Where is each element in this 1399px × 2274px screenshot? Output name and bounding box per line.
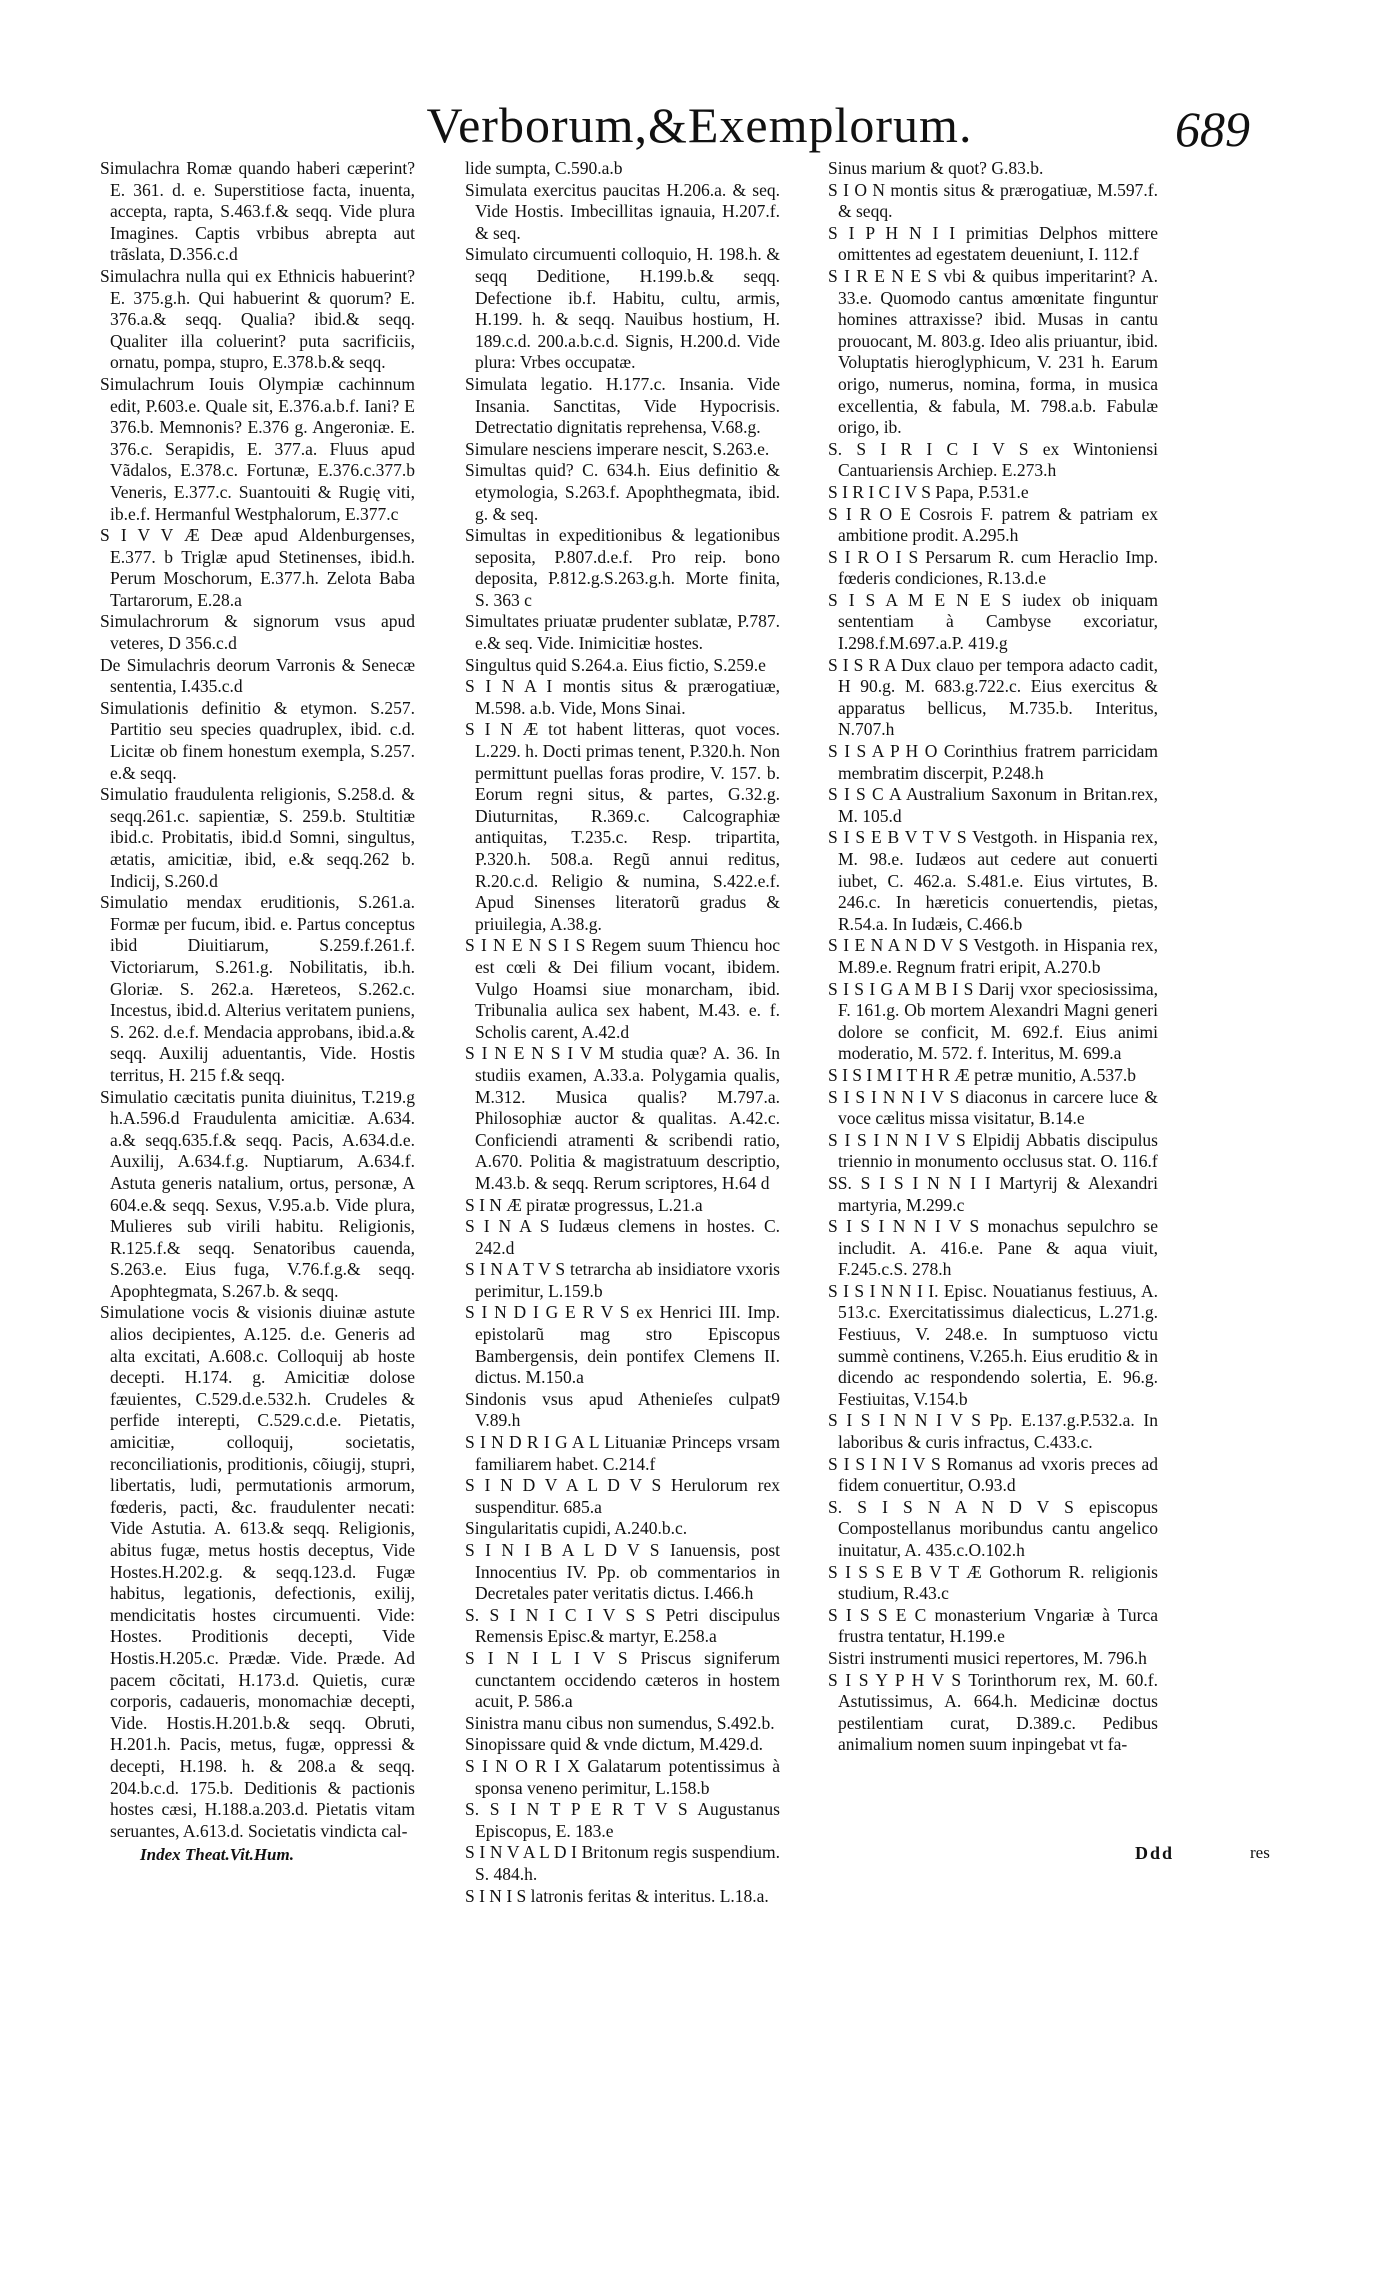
index-entry: lide sumpta, C.590.a.b: [465, 158, 623, 178]
index-entry: S I N D I G E R V S ex Henrici III. Imp. epistolarũ mag stro Episcopus Bambergensis, dein pontifex Clemens II. dictus. M.150.a: [465, 1302, 780, 1388]
index-entry: S I N Æ tot habent litteras, quot voces. L.229. h. Docti primas tenent, P.320.h. Non permittunt puellas foras prodire, V. 157. b. Eorum regni situs, & partes, G.32.g. Diuturnitas, R.369.c. Calcographiæ antiquitas, T.235.c. Resp. tripartita, P.320.h. 508.a. Regũ annui reditus, R.20.c.d. Religio & numina, S.422.e.f. Apud Sinenses literatorũ gradus & priuilegia, A.38.g.: [465, 719, 780, 934]
index-entry: Sinistra manu cibus non sumendus, S.492.b.: [465, 1712, 775, 1733]
index-entry: S I S C A Australium Saxonum in Britan.rex, M. 105.d: [828, 784, 1158, 826]
index-entry: Simulationis definitio & etymon. S.257. Partitio seu species quadruplex, ibid. c.d. Licitæ ob finem honestum exempla, S.257. e.& seqq.: [100, 697, 415, 783]
index-column-right: [828, 158, 1158, 1756]
index-entry: SS. S I S I N N I I Martyrij & Alexandri martyria, M.299.c: [828, 1172, 1158, 1215]
index-entry: S I N E N S I S Regem suum Thiencu hoc est cœli & Dei filium vocant, ibidem. Vulgo Hoamsi siue monarcham, ibid. Tribunalia aulica sex habent, M.43. e. f. Scholis carent, A.42.d: [465, 935, 780, 1042]
index-entry: S I O N montis situs & prærogatiuæ, M.597.f. & seqq.: [828, 179, 1158, 222]
index-entry: S I N I B A L D V S Ianuensis, post Innocentius IV. Pp. ob commentarios in Decretales pater veritatis dictus. I.466.h: [465, 1540, 780, 1604]
index-entry: Sinus marium & quot? G.83.b.: [828, 158, 1044, 178]
index-entry: S I S A P H O Corinthius fratrem parricidam membratim discerpit, P.248.h: [828, 741, 1158, 783]
index-entry: Simulachrorum & signorum vsus apud veteres, D 356.c.d: [100, 611, 415, 654]
index-entry: Simulatione vocis & visionis diuinæ astute alios decipientes, A.125. d.e. Generis ad alta excitati, A.608.c. Colloquij ab hoste decepti. H.174. g. Amicitiæ dolose fæuientes, C.529.d.e.532.h. Crudeles & perfide interepti, C.529.c.d.e. Pietatis, amicitiæ, colloquij, societatis, reconciliationis, proditionis, cõiugij, stupri, libertatis, ludi, permutationis armorum, fœderis, pacti, &c. fraudulenter necati: Vide Astutia. A. 613.& seqq. Religionis, abitus fugæ, metus hostis deceptus, Vide Hostes.H.202.g. & seqq.123.d. Fugæ habitus, legationis, defectionis, exilij, mendicitatis hostes circumuenti. Vide: Hostes. Proditionis decepti, Vide Hostis.H.205.c. Prædæ. Vide. Præde. Ad pacem cõcitati, H.173.d. Quietis, curæ corporis, cadaueris, monomachiæ decepti, Vide. Hostis.H.201.b.& seqq. Obruti, H.201.h. Pacis, metus, fugæ, oppressi & decepti, H.198. h. & 208.a & seqq. 204.b.c.d. 175.b. Deditionis & pactionis hostes cæsi, H.188.a.203.d. Pietatis vitam seruantes, A.613.d. Societatis vindicta cal-: [100, 1302, 415, 1841]
index-entry: Simulatio cæcitatis punita diuinitus, T.219.g h.A.596.d Fraudulenta amicitiæ. A.634. a.& seqq.635.f.& seqq. Pacis, A.634.d.e. Auxilij, A.634.f.g. Nuptiarum, A.634.f. Astuta generis natalium, ortus, personæ, A 604.e.& seqq. Sexus, V.95.a.b. Vide plura, Mulieres sub virili habitu. Religionis, R.125.f.& seqq. Senatoribus cauenda, S.263.e. Eius fuga, V.76.f.g.& seqq. Apophtegmata, S.267.b. & seqq.: [100, 1086, 415, 1301]
index-entry: S I N D R I G A L Lituaniæ Princeps vrsam familiarem habet. C.214.f: [465, 1432, 780, 1474]
index-entry: S I N I S latronis feritas & interitus. L.18.a.: [465, 1885, 769, 1906]
index-entry: Simultates priuatæ prudenter sublatæ, P.787. e.& seq. Vide. Inimicitiæ hostes.: [465, 611, 780, 654]
index-column-middle: [465, 158, 780, 1907]
index-entry: S I R E N E S vbi & quibus imperitarint? A. 33.e. Quomodo cantus amœnitate finguntur homines attraxisse? ibid. Musas in cantu prouocant, M. 803.g. Ideo alis priuantur, ibid. Voluptatis hieroglyphicum, V. 231 h. Earum origo, numerus, nomina, forma, in musica excellentia, & fabula, M. 798.a.b. Fabulæ origo, ib.: [828, 265, 1158, 438]
index-entry: Simulachra Romæ quando haberi cæperint? E. 361. d. e. Superstitiose facta, inuenta, accepta, rapta, S.463.f.& seqq. Vide plura Imagines. Captis vrbibus abrepta aut trãslata, D.356.c.d: [100, 158, 415, 265]
index-entry: S I N A I montis situs & prærogatiuæ, M.598. a.b. Vide, Mons Sinai.: [465, 676, 780, 718]
index-entry: Singularitatis cupidi, A.240.b.c.: [465, 1518, 688, 1539]
index-entry: S I R I C I V S Papa, P.531.e: [828, 481, 1029, 502]
index-entry: S I N Æ piratæ progressus, L.21.a: [465, 1194, 703, 1215]
index-entry: Sistri instrumenti musici repertores, M. 796.h: [828, 1647, 1147, 1668]
index-entry: S I N A T V S tetrarcha ab insidiatore vxoris perimitur, L.159.b: [465, 1259, 780, 1301]
index-entry: S I E N A N D V S Vestgoth. in Hispania rex, M.89.e. Regnum fratri eripit, A.270.b: [828, 935, 1158, 977]
index-entry: Simulatio mendax eruditionis, S.261.a. Formæ per fucum, ibid. e. Partus conceptus ibid Diuitiarum, S.259.f.261.f. Victoriarum, S.261.g. Nobilitatis, ib.h. Gloriæ. S. 262.a. Hæreteos, S.262.c. Incestus, ibid.d. Alterius veritatem puniens, S. 262. d.e.f. Mendacia approbans, ibid.a.& seqq. Auxilij aduentantis, Vide. Hostis territus, H. 215 f.& seqq.: [100, 892, 415, 1085]
signature-mark: Ddd: [1135, 1843, 1175, 1863]
index-entry: S I S A M E N E S iudex ob iniquam sententiam à Cambyse excoriatur, I.298.f.M.697.a.P. 419.g: [828, 589, 1158, 654]
index-entry: S I N A S Iudæus clemens in hostes. C. 242.d: [465, 1216, 780, 1258]
index-entry: S I S I N N I V S Pp. E.137.g.P.532.a. In laboribus & curis infractus, C.433.c.: [828, 1410, 1158, 1453]
index-entry: S. S I N T P E R T V S Augustanus Episcopus, E. 183.e: [465, 1799, 780, 1841]
index-entry: S I S R A Dux clauo per tempora adacto cadit, H 90.g. M. 683.g.722.c. Eius exercitus & apparatus bellicus, M.735.b. Interitus, N.707.h: [828, 654, 1158, 740]
index-entry: De Simulachris deorum Varronis & Senecæ sententia, I.435.c.d: [100, 654, 415, 697]
index-entry: S I S S E B V T Æ Gothorum R. religionis studium, R.43.c: [828, 1561, 1158, 1604]
index-entry: S I N O R I X Galatarum potentissimus à sponsa veneno perimitur, L.158.b: [465, 1755, 780, 1798]
index-entry: Simulato circumuenti colloquio, H. 198.h. & seqq Deditione, H.199.b.& seqq. Defectione ib.f. Habitu, cultu, armis, H.199. h. & seqq. Nauibus hostium, H. 189.c.d. 200.a.b.c.d. Signis, H.200.d. Vide plura: Vrbes occupatæ.: [465, 244, 780, 373]
index-entry: S I S I G A M B I S Darij vxor speciosissima, F. 161.g. Ob mortem Alexandri Magni generi dolore se conficit, M. 692.f. Eius animi moderatio, M. 572. f. Interitus, M. 699.a: [828, 978, 1158, 1064]
index-entry: S. S I R I C I V S ex Wintoniensi Cantuariensis Archiep. E.273.h: [828, 438, 1158, 481]
index-entry: S I S Y P H V S Torinthorum rex, M. 60.f. Astutissimus, A. 664.h. Medicinæ doctus pestilentiam curat, D.389.c. Pedibus animalium nomen suum inpingebat vt fa-: [828, 1669, 1158, 1755]
index-entry: S I V V Æ Deæ apud Aldenburgenses, E.377. b Triglæ apud Stetinenses, ibid.h. Perum Moschorum, E.377.h. Zelota Baba Tartarorum, E.28.a: [100, 525, 415, 610]
index-entry: S I S E B V T V S Vestgoth. in Hispania rex, M. 98.e. Iudæos aut cedere aut conuerti iubet, C. 462.a. S.481.e. Eius virtutes, B. 246.c. In hæreticis conuertendis, pietas, R.54.a. In Iudæis, C.466.b: [828, 827, 1158, 934]
index-entry: Simulata legatio. H.177.c. Insania. Vide Insania. Sanctitas, Vide Hypocrisis. Detrectatio dignitatis reprehensa, V.68.g.: [465, 373, 780, 438]
index-entry: Sindonis vsus apud Athenieſes culpat9 V.89.h: [465, 1388, 780, 1431]
index-entry: S I S S E C monasterium Vngariæ à Turca frustra tentatur, H.199.e: [828, 1604, 1158, 1647]
index-entry: S. S I N I C I V S S Petri discipulus Remensis Episc.& martyr, E.258.a: [465, 1604, 780, 1647]
index-entry: S I N E N S I V M studia quæ? A. 36. In studiis examen, A.33.a. Polygamia qualis, M.312. Musica qualis? M.797.a. Philosophiæ auctor & qualitas. A.42.c. Conficiendi atramenti & scribendi ratio, A.670. Politia & magistratuum descriptio, M.43.b. & seqq. Rerum scriptores, H.64 d: [465, 1043, 780, 1193]
page-number: 689: [1175, 101, 1250, 157]
index-entry: Sinopissare quid & vnde dictum, M.429.d.: [465, 1734, 763, 1755]
footer-title: Index Theat.Vit.Hum.: [140, 1845, 294, 1864]
index-column-left: [100, 158, 415, 1842]
index-entry: S. S I S N A N D V S episcopus Compostellanus moribundus cantu angelico inuitatur, A. 435.c.O.102.h: [828, 1496, 1158, 1560]
index-entry: Singultus quid S.264.a. Eius fictio, S.259.e: [465, 654, 766, 675]
index-entry: S I R O E Cosrois F. patrem & patriam ex ambitione prodit. A.295.h: [828, 503, 1158, 546]
index-entry: S I S I N N I V S diaconus in carcere luce & voce cælitus missa visitatur, B.14.e: [828, 1086, 1158, 1129]
index-entry: S I N V A L D I Britonum regis suspendium. S. 484.h.: [465, 1842, 780, 1884]
index-entry: S I S I N N I I. Episc. Nouatianus festiuus, A. 513.c. Exercitatissimus dialecticus, L.271.g. Festiuus, V. 248.e. In sumptuoso victu summè continens, V.265.h. Eius eruditio & in dicendo ac respondendo solertia, E. 96.g. Festiuitas, V.154.b: [828, 1280, 1158, 1409]
index-entry: Simulata exercitus paucitas H.206.a. & seq. Vide Hostis. Imbecillitas ignauia, H.207.f. & seq.: [465, 179, 780, 243]
index-entry: S I N I L I V S Priscus signiferum cunctantem occidendo cæteros in hostem acuit, P. 586.a: [465, 1647, 780, 1712]
index-entry: S I P H N I I primitias Delphos mittere omittentes ad egestatem deueniunt, I. 112.f: [828, 222, 1158, 265]
index-entry: Simulachrum Iouis Olympiæ cachinnum edit, P.603.e. Quale sit, E.376.a.b.f. Iani? E 376.b. Memnonis? E.376 g. Angeroniæ. E. 376.c. Serapidis, E. 377.a. Fluus apud Vãdalos, E.378.c. Fortunæ, E.376.c.377.b Veneris, E.377.c. Suantouiti & Rugię viti, ib.e.f. Hermanful Westphalorum, E.377.c: [100, 373, 415, 524]
index-entry: Simultas in expeditionibus & legationibus seposita, P.807.d.e.f. Pro reip. bono deposita, P.812.g.S.263.g.h. Morte finita, S. 363 c: [465, 525, 780, 610]
page-title: Verborum,&Exemplorum.: [426, 97, 973, 153]
catchword: res: [1250, 1843, 1270, 1862]
index-entry: S I S I N N I V S Elpidij Abbatis discipulus triennio in monumento occlusus stat. O. 116.f: [828, 1129, 1158, 1172]
index-entry: Simulachra nulla qui ex Ethnicis habuerint? E. 375.g.h. Qui habuerint & quorum? E. 376.a.& seqq. Qualia? ibid.& seqq. Qualiter illa coluerint? puta sacrificiis, ornatu, pompa, stupro, E.378.b.& seqq.: [100, 265, 415, 373]
index-entry: Simulare nesciens imperare nescit, S.263.e.: [465, 438, 770, 459]
index-entry: S I N D V A L D V S Herulorum rex suspenditur. 685.a: [465, 1475, 780, 1517]
index-entry: Simultas quid? C. 634.h. Eius definitio & etymologia, S.263.f. Apophthegmata, ibid. g. & seq.: [465, 460, 780, 524]
index-entry: S I S I N N I V S monachus sepulchro se includit. A. 416.e. Pane & aqua viuit, F.245.c.S. 278.h: [828, 1216, 1158, 1280]
index-entry: S I S I M I T H R Æ petræ munitio, A.537.b: [828, 1064, 1137, 1085]
index-entry: S I S I N I V S Romanus ad vxoris preces ad fidem conuertitur, O.93.d: [828, 1453, 1158, 1496]
index-entry: S I R O I S Persarum R. cum Heraclio Imp. fœderis condiciones, R.13.d.e: [828, 546, 1158, 589]
index-entry: Simulatio fraudulenta religionis, S.258.d. & seqq.261.c. sapientiæ, S. 259.b. Stultitiæ ibid.c. Probitatis, ibid.d Somni, singultus, ætatis, amicitiæ, ibid, e.& seqq.262 b. Indicij, S.260.d: [100, 784, 415, 891]
